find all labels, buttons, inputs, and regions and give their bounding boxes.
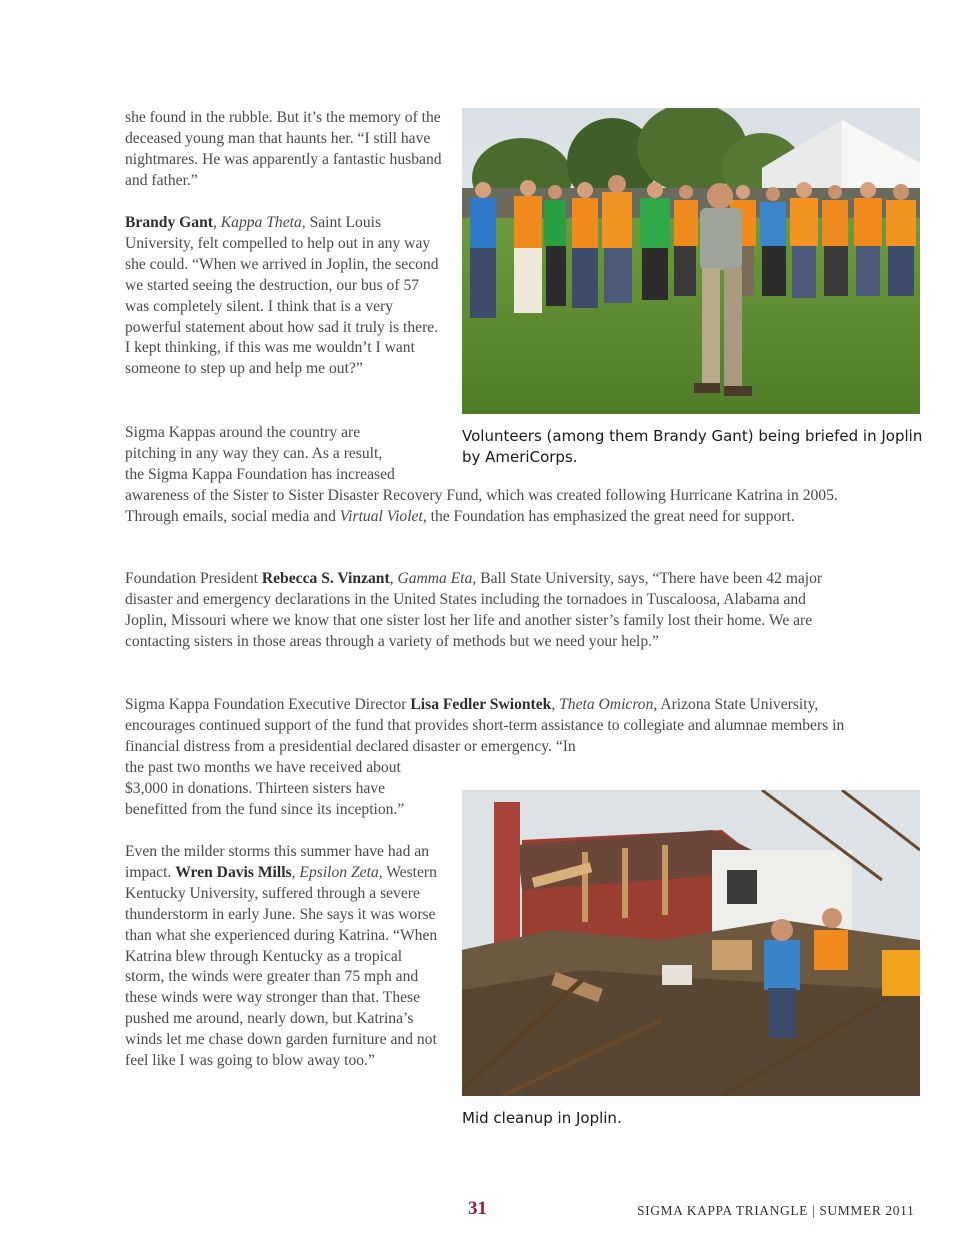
bottom-photo-caption: Mid cleanup in Joplin. (462, 1109, 622, 1127)
person-name: Rebecca S. Vinzant (261, 570, 390, 587)
publication-name: SIGMA KAPPA TRIANGLE (637, 1203, 809, 1218)
person-name: Lisa Fedler Swiontek (410, 696, 552, 713)
paragraph-wren-mills: Even the milder storms this summer have had an impact. Wren Davis Mills, Epsilon Zeta, Western Kentucky University, suffered through a severe thunderstorm in early June. She says it was worse than what she experienced during Katrina. “When Katrina blew through Kentucky as a tropical storm, the winds were greater than 75 mph and these winds were way stronger than that. These pushed me around, nearly down, but Katrina’s winds let me chase down garden furniture and not feel like I was going to blow away too.” (125, 843, 438, 1070)
paragraph-lisa-swiontek: Sigma Kappa Foundation Executive Director Lisa Fedler Swiontek, Theta Omicron, Arizona State University, encourages continued support of the fund that provides short-term assistance to collegiate and alumnae members in financial distress from a presidential declared disaster or emergency. “In (125, 696, 845, 755)
volunteers-photo-illustration (462, 108, 920, 414)
issue-name: SUMMER 2011 (819, 1203, 915, 1218)
paragraph-sigma-kappas: Sigma Kappas around the country are pitching in any way they can. As a result, the Sigma Kappa Foundation has increased awareness of the Sister to Sister Disaster Recovery Fund, which was created following Hurricane Katrina in 2005. Through emails, social media and Virtual Violet, the Foundation has emphasized the great need for support. (125, 424, 838, 525)
cleanup-photo (462, 790, 920, 1096)
person-name: Wren Davis Mills (175, 863, 292, 881)
chapter-name: Kappa Theta (220, 214, 302, 231)
paragraph-lisa-swiontek-tail: the past two months we have received about $3,000 in donations. Thirteen sisters have benefitted from the fund since its inception.” (125, 759, 405, 818)
cleanup-photo-illustration (462, 790, 920, 1096)
chapter-name: Theta Omicron (559, 696, 654, 713)
paragraph-intro: she found in the rubble. But it’s the memory of the deceased young man that haunts her. “I still have nightmares. He was apparently a fantastic husband and father.” (125, 109, 442, 189)
chapter-name: Gamma Eta (397, 570, 473, 587)
volunteers-briefing-photo (462, 108, 920, 414)
publication-footer (637, 1203, 914, 1219)
footer-separator: | (812, 1203, 816, 1218)
chapter-name: Epsilon Zeta (299, 863, 379, 881)
top-photo-caption: Volunteers (among them Brandy Gant) being briefed in Joplin by AmeriCorps. (462, 427, 923, 466)
paragraph-brandy-gant: Brandy Gant, Kappa Theta, Saint Louis University, felt compelled to help out in any way she could. “When we arrived in Joplin, the second we started seeing the destruction, our bus of 57 was completely silent. I think that is a very powerful statement about how sad it truly is there. I kept thinking, if this was me wouldn’t I want someone to step up and help me out?” (125, 214, 439, 378)
page-number: 31 (468, 1198, 487, 1219)
paragraph-rebecca-vinzant: Foundation President Rebecca S. Vinzant, Gamma Eta, Ball State University, says, “There have been 42 major disaster and emergency declarations in the United States including the tornadoes in Tuscaloosa, Alabama and Joplin, Missouri where we know that one sister lost her life and another sister’s family lost their home. We are contacting sisters in those areas through a variety of methods but we need your help.” (125, 570, 823, 650)
person-name: Brandy Gant (125, 214, 213, 231)
